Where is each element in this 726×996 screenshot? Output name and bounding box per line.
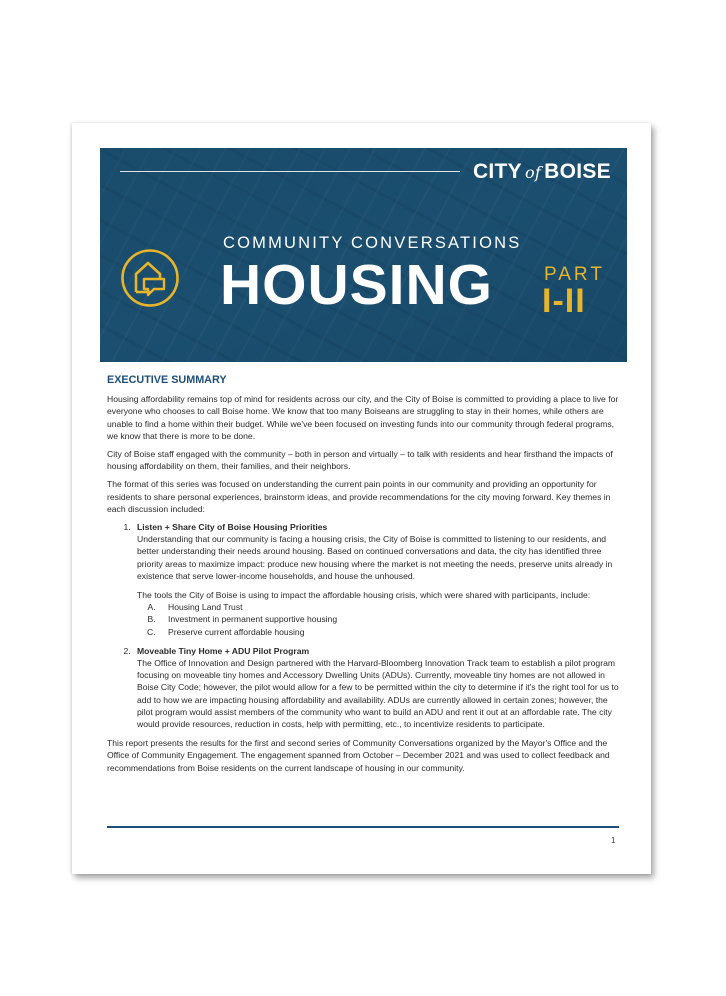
part-label: PART — [544, 264, 605, 285]
brand-name: BOISE — [544, 160, 611, 183]
theme-body: The Office of Innovation and Design partnered with the Harvard-Bloomberg Innovation Track team to establish a pilot program focusing on moveable tiny homes and Accessory Dwelling Units (ADUs). Currently, moveable tiny homes are not allowed in Boise City Code; however, the pilot would allow for a few to be permitted within the city to determine if it's the right tool for us to add to how we are impacting housing affordability and availability. ADUs are currently allowed in certain zones; however, the pilot program would assist members of the community who want to build an ADU and rent it out at an affordable rate. The city would provide resources, reduction in costs, help with permitting, etc., to incentivize residents to participate. — [137, 658, 619, 730]
part-number: I-II — [542, 282, 586, 320]
theme-body: Understanding that our community is facing a housing crisis, the City of Boise is committed to listening to our residents, and better understanding their needs around housing. Based on continued conversations and data, the city has identified three priority areas to maximize impact: produce new housing where the market is not meeting the needs, preserve units already in existence that serve lower-income households, and house the unhoused. — [137, 534, 613, 581]
header-banner — [100, 148, 627, 362]
theme-item-1 — [133, 521, 619, 638]
section-heading: EXECUTIVE SUMMARY — [107, 374, 227, 386]
tool-item: C. Preserve current affordable housing — [158, 626, 619, 638]
executive-summary — [107, 374, 619, 780]
city-logo — [473, 160, 611, 184]
banner-title: HOUSING — [220, 253, 494, 317]
page-number: 1 — [611, 836, 616, 845]
summary-paragraph-2: City of Boise staff engaged with the community – both in person and virtually – to talk with residents and hear firsthand the impacts of housing affordability on them, their families, and their neighbors. — [107, 449, 613, 472]
summary-paragraph-3: The format of this series was focused on understanding the current pain points in our community and providing an opportunity for residents to share personal experiences, brainstorm ideas, and provide recommendations for the city moving forward. Key themes in each discussion included: — [107, 479, 611, 514]
house-icon — [120, 248, 180, 308]
document-page — [72, 123, 651, 874]
summary-paragraph-4: This report presents the results for the first and second series of Community Conversations organized by the Mayor's Office and the Office of Community Engagement. The engagement spanned from October – December 2021 and was used to collect feedback and recommendations from Boise residents on the current landscape of housing in our community. — [107, 738, 610, 773]
theme-body-2: The tools the City of Boise is using to impact the affordable housing crisis, which were shared with participants, include: — [137, 590, 591, 601]
banner-subtitle: COMMUNITY CONVERSATIONS — [223, 234, 522, 252]
theme-item-2 — [133, 645, 619, 730]
tool-item: B. Investment in permanent supportive housing — [158, 613, 619, 625]
tool-item: A. Housing Land Trust — [158, 601, 619, 613]
banner-rule — [120, 171, 460, 172]
brand-of: of — [524, 163, 542, 182]
footer-rule — [107, 826, 619, 828]
summary-paragraph-1: Housing affordability remains top of mind for residents across our city, and the City of Boise is committed to providing a place to live for everyone who chooses to call Boise home. We know that too many Boiseans are struggling to stay in their homes, while others are unable to find a home within their budget. While we've been focused on investing funds into our community through federal programs, we know that there is more to be done. — [107, 394, 619, 441]
brand-city: CITY — [472, 160, 522, 183]
key-themes-list — [107, 521, 619, 730]
theme-title: 2. Moveable Tiny Home + ADU Pilot Program — [137, 645, 310, 656]
theme-title: 1. Listen + Share City of Boise Housing Priorities — [137, 522, 328, 533]
tools-list — [137, 601, 619, 638]
